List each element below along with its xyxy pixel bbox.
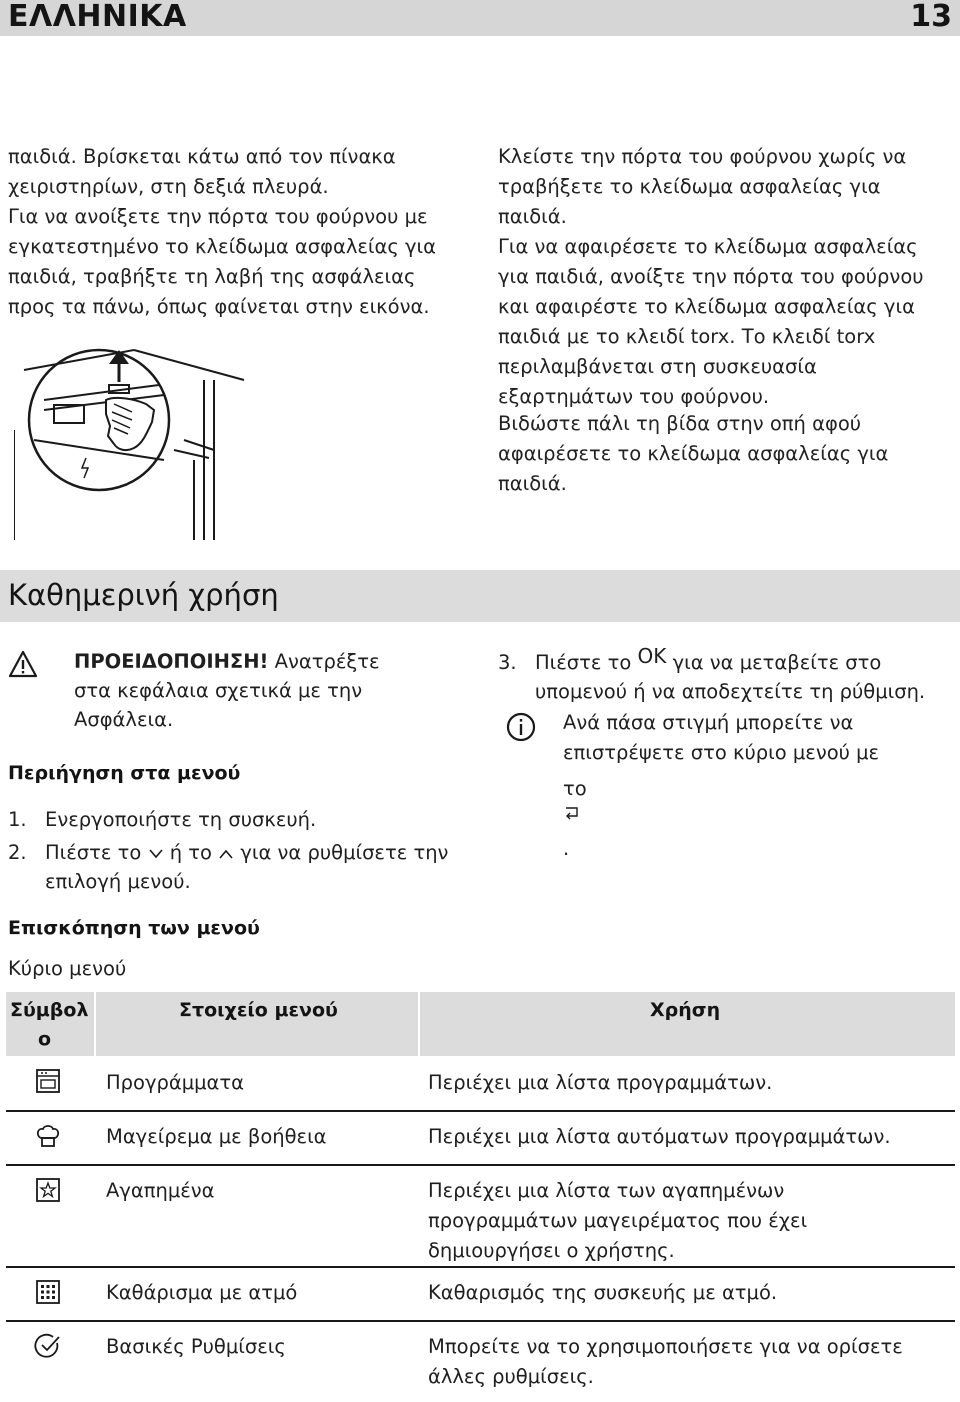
menu-item-label: Αγαπημένα xyxy=(106,1179,215,1202)
step-1 xyxy=(8,805,468,835)
text-line: παιδιά με το κλειδί torx. Το κλειδί torx xyxy=(498,325,876,348)
child-lock-illustration xyxy=(14,340,246,540)
text-line: για παιδιά, ανοίξτε την πόρτα του φούρνου xyxy=(498,265,924,288)
step-2 xyxy=(8,838,468,898)
warning-line2: στα κεφάλαια σχετικά με την xyxy=(74,679,363,702)
chef-hat-icon xyxy=(34,1122,62,1150)
text-line: εγκατεστημένο το κλείδωμα ασφαλείας για xyxy=(8,235,436,258)
info-icon xyxy=(506,712,536,742)
menu-item-label: Καθάρισμα με ατμό xyxy=(106,1281,298,1304)
info-line: επιστρέψετε στο κύριο μενού με xyxy=(563,741,880,764)
menu-item-use: Μπορείτε να το χρησιμοποιήσετε για να ορίσετε άλλες ρυθμίσεις. xyxy=(428,1335,903,1388)
menu-item-label: Μαγείρεμα με βοήθεια xyxy=(106,1125,327,1148)
menu-item-label: Βασικές Ρυθμίσεις xyxy=(106,1335,286,1358)
text-line: και αφαιρέστε το κλείδωμα ασφαλείας για xyxy=(498,295,915,318)
table-caption: Κύριο μενού xyxy=(8,957,127,980)
text-line: χειριστηρίων, στη δεξιά πλευρά. xyxy=(8,175,329,198)
info-line: το xyxy=(563,777,587,800)
text-line: παιδιά. xyxy=(498,472,567,495)
warning-line3: Ασφάλεια. xyxy=(74,708,174,731)
step-text: Πιέστε το xyxy=(535,651,638,674)
text-line: προς τα πάνω, όπως φαίνεται στην εικόνα. xyxy=(8,295,430,318)
menu-item-use: Καθαρισμός της συσκευής με ατμό. xyxy=(428,1281,778,1304)
warning-triangle-icon xyxy=(8,650,38,678)
text-line: παιδιά. Βρίσκεται κάτω από τον πίνακα xyxy=(8,145,396,168)
menu-item-use: Περιέχει μια λίστα προγραμμάτων. xyxy=(428,1071,773,1094)
info-line: Ανά πάσα στιγμή μπορείτε να xyxy=(563,711,854,734)
oven-programs-icon xyxy=(34,1067,62,1095)
step-text: υπομενού ή να αποδεχτείτε τη ρύθμιση. xyxy=(535,680,926,703)
text-line: Κλείστε την πόρτα του φούρνου χωρίς να xyxy=(498,145,907,168)
warning-text xyxy=(74,647,380,734)
text-line: Βιδώστε πάλι τη βίδα στην οπή αφού xyxy=(498,412,862,435)
step-number: 3. xyxy=(498,651,517,674)
text-line: Για να αφαιρέσετε το κλείδωμα ασφαλείας xyxy=(498,235,918,258)
chevron-up-icon xyxy=(218,847,234,861)
page-number: 13 xyxy=(910,0,952,34)
warning-label: ΠΡΟΕΙΔΟΠΟΙΗΣΗ! xyxy=(74,650,269,673)
steam-cleaning-icon xyxy=(34,1278,62,1306)
info-line: . xyxy=(563,837,570,860)
step-text: Πιέστε το xyxy=(45,841,148,864)
text-line: παιδιά, τραβήξτε τη λαβή της ασφάλειας xyxy=(8,265,416,288)
text-line: Για να ανοίξετε την πόρτα του φούρνου με xyxy=(8,205,428,228)
step-3 xyxy=(498,644,948,708)
section-header xyxy=(0,570,960,622)
step-text: επιλογή μενού. xyxy=(45,870,191,893)
text-line: τραβήξετε το κλείδωμα ασφαλείας για xyxy=(498,175,881,198)
step-text: Ενεργοποιήστε τη συσκευή. xyxy=(45,808,317,831)
step-text: για να ρυθμίσετε την xyxy=(234,841,449,864)
basic-settings-check-icon xyxy=(34,1332,62,1360)
section-title: Καθημερινή χρήση xyxy=(8,578,279,612)
menu-item-label: Προγράμματα xyxy=(106,1071,245,1094)
step-text: για να μεταβείτε στο xyxy=(666,651,882,674)
step-number: 2. xyxy=(8,841,27,864)
text-line: αφαιρέσετε το κλείδωμα ασφαλείας για xyxy=(498,442,889,465)
table-row xyxy=(6,1056,955,1110)
left-column-text xyxy=(8,142,436,322)
language-title: ΕΛΛΗΝΙΚΑ xyxy=(8,0,187,34)
chevron-down-icon xyxy=(148,847,164,861)
back-arrow-icon xyxy=(563,805,581,821)
info-text xyxy=(563,708,879,864)
overview-heading: Επισκόπηση των μενού xyxy=(8,917,260,939)
table-row xyxy=(6,1268,955,1320)
right-column-text-2 xyxy=(498,409,888,499)
page-header xyxy=(0,0,960,36)
column-header-item: Στοιχείο μενού xyxy=(179,999,338,1021)
star-favourites-icon xyxy=(34,1176,62,1204)
table-row xyxy=(6,1322,955,1394)
right-column-text xyxy=(498,142,924,412)
step-text: ή το xyxy=(163,841,219,864)
table-row xyxy=(6,1112,955,1164)
step-number: 1. xyxy=(8,808,27,831)
table-header-row xyxy=(6,992,955,1056)
table-row xyxy=(6,1166,955,1266)
text-line: περιλαμβάνεται στη συσκευασία xyxy=(498,355,817,378)
navigation-heading: Περιήγηση στα μενού xyxy=(8,762,241,784)
column-header-symbol: Σύμβολ ο xyxy=(10,999,89,1050)
column-header-use: Χρήση xyxy=(650,999,721,1021)
menu-item-use: Περιέχει μια λίστα αυτόματων προγραμμάτων. xyxy=(428,1125,891,1148)
text-line: παιδιά. xyxy=(498,205,567,228)
ok-button-glyph: OK xyxy=(637,644,667,668)
menu-item-use: Περιέχει μια λίστα των αγαπημένων προγραμμάτων μαγειρέματος που έχει δημιουργήσει ο χρήστης. xyxy=(428,1179,808,1262)
text-line: εξαρτημάτων του φούρνου. xyxy=(498,385,770,408)
warning-line1: Ανατρέξτε xyxy=(268,650,380,673)
